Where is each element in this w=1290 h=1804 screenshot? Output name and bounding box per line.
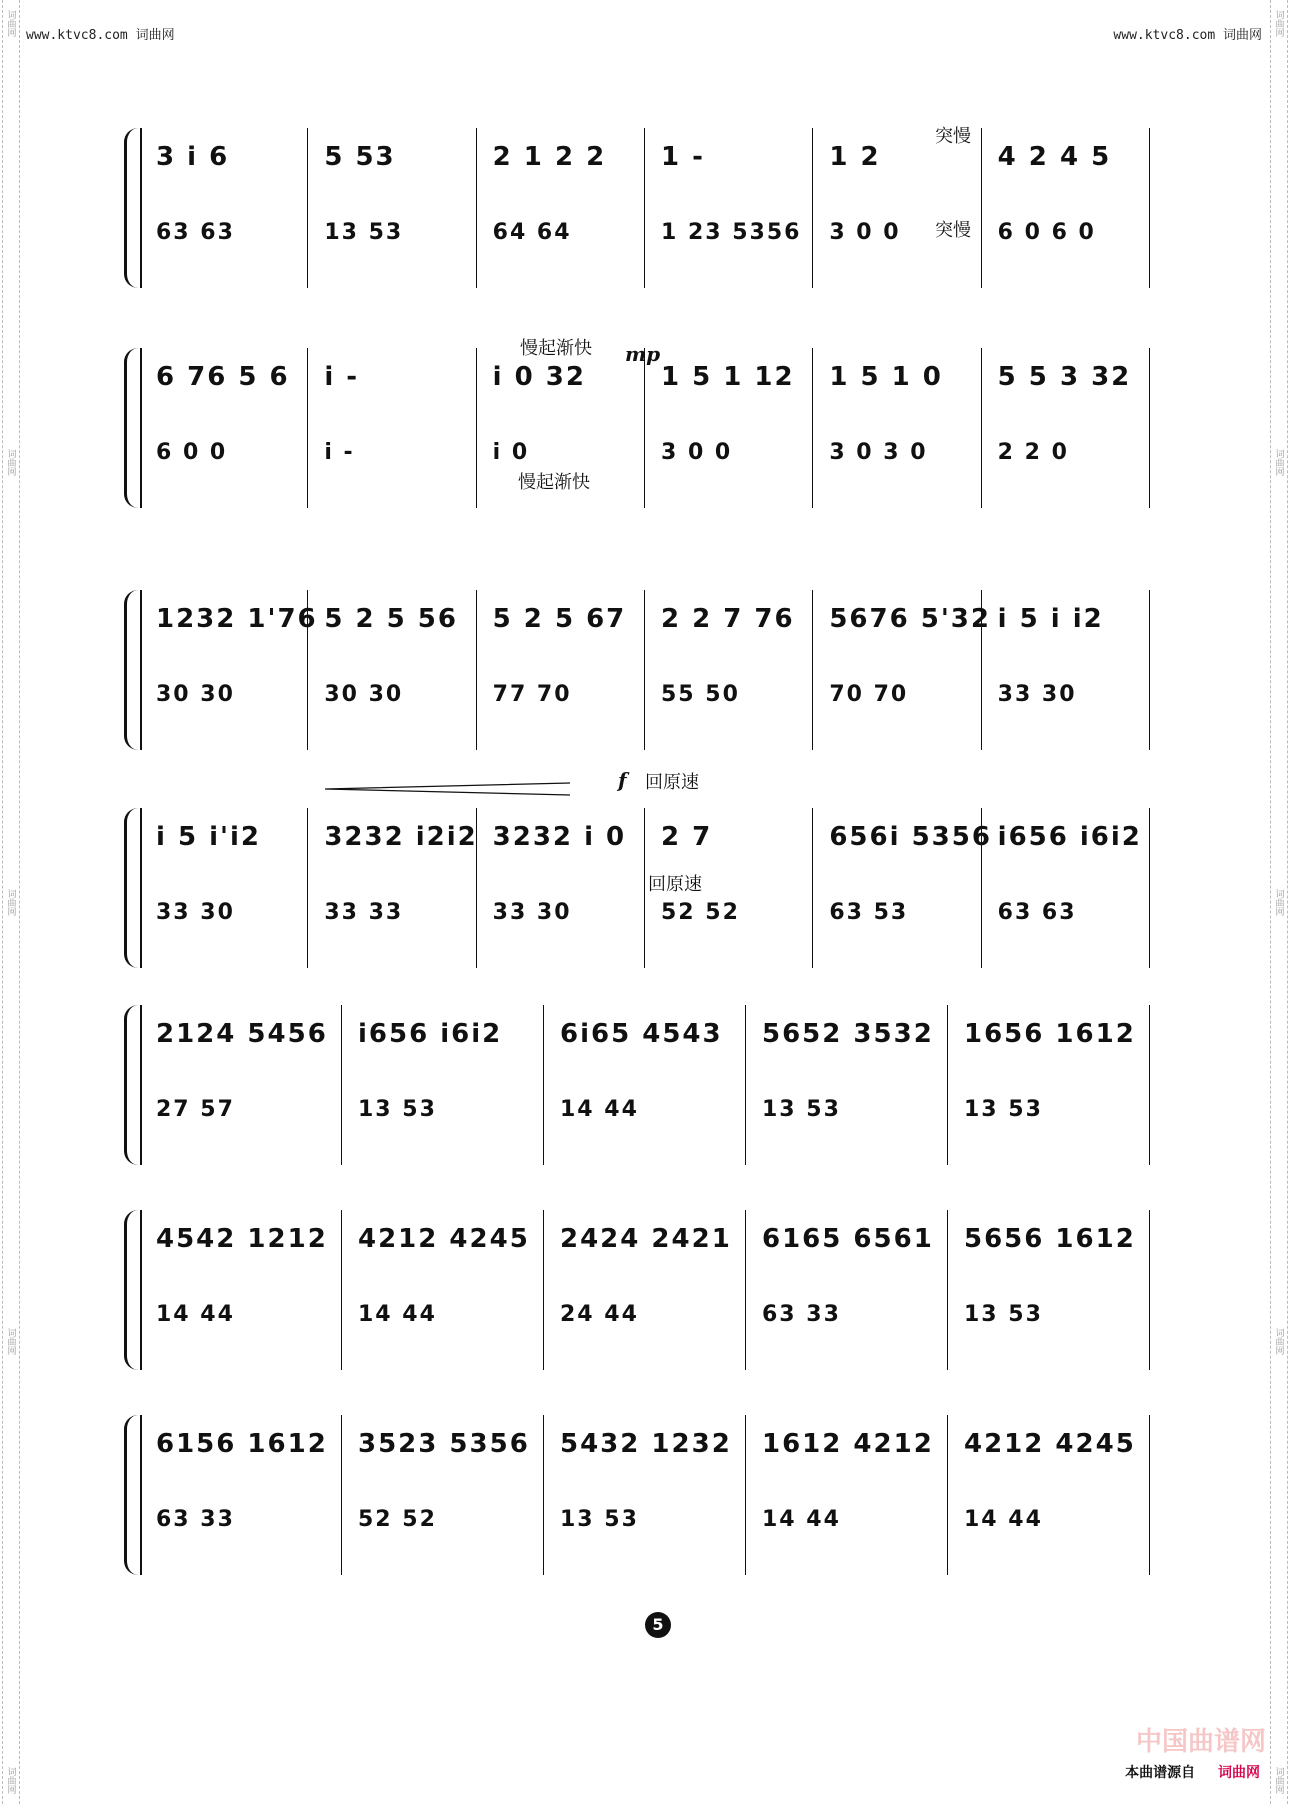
accompaniment-notes: 13 53 (762, 1097, 841, 1122)
measure (746, 1210, 948, 1370)
page-number: 5 (645, 1612, 671, 1638)
accompaniment-notes: 77 70 (492, 682, 572, 707)
system-brace (124, 1005, 141, 1165)
measure (645, 128, 813, 288)
measure (645, 590, 813, 750)
melody-notes: 1232 1'76 (156, 604, 318, 634)
measure (140, 1415, 342, 1575)
accompaniment-notes: 13 53 (964, 1097, 1043, 1122)
accompaniment-notes: 3 0 0 (829, 220, 901, 245)
accompaniment-notes: 63 53 (829, 900, 909, 925)
accompaniment-notes: 6 0 0 (156, 440, 228, 465)
accompaniment-notes: 64 64 (492, 220, 572, 245)
a-tempo-top: 回原速 (645, 772, 699, 793)
score-system (140, 590, 1150, 750)
measure (308, 348, 476, 508)
accompaniment-notes: 70 70 (829, 682, 909, 707)
accompaniment-notes: 63 33 (762, 1302, 841, 1327)
header-right-url[interactable]: www.ktvc8.com 词曲网 (1113, 28, 1262, 43)
melody-notes: 1656 1612 (964, 1019, 1136, 1049)
accompaniment-notes: 33 30 (492, 900, 572, 925)
score-system (140, 128, 1150, 288)
accompaniment-notes: 6 0 6 0 (997, 220, 1096, 245)
melody-notes: 3232 i 0 (492, 822, 627, 852)
melody-notes: 5 2 5 56 (324, 604, 458, 634)
footer-brand-link[interactable]: 词曲网 (1218, 1765, 1260, 1781)
melody-notes: 2 1 2 2 (492, 142, 607, 172)
measure (544, 1415, 746, 1575)
measure (342, 1005, 544, 1165)
score-system (140, 348, 1150, 508)
measure (982, 808, 1150, 968)
footer (1125, 1762, 1260, 1782)
score-system (140, 1415, 1150, 1575)
accompaniment-notes: 14 44 (358, 1302, 437, 1327)
system-brace (124, 808, 141, 968)
accompaniment-notes: i - (324, 440, 355, 465)
melody-notes: i656 i6i2 (997, 822, 1142, 852)
accompaniment-notes: 27 57 (156, 1097, 235, 1122)
dynamic-f: f (618, 768, 627, 792)
melody-notes: i656 i6i2 (358, 1019, 503, 1049)
melody-notes: 1 - (661, 142, 705, 172)
melody-notes: 5 53 (324, 142, 396, 172)
system-brace (124, 590, 141, 750)
measure (982, 128, 1150, 288)
barline (1149, 1005, 1150, 1165)
melody-notes: 5 2 5 67 (492, 604, 627, 634)
melody-notes: 2 2 7 76 (661, 604, 795, 634)
accompaniment-notes: 14 44 (762, 1507, 841, 1532)
measure (948, 1415, 1150, 1575)
accompaniment-notes: 52 52 (661, 900, 740, 925)
dynamic-mp: mp (625, 342, 661, 366)
sudden-slow-top: 突慢 (935, 126, 971, 147)
measure (342, 1210, 544, 1370)
accompaniment-notes: 14 44 (560, 1097, 639, 1122)
system-brace (124, 1415, 141, 1575)
melody-notes: 2 7 (661, 822, 713, 852)
barline (1149, 128, 1150, 288)
accompaniment-notes: 13 53 (358, 1097, 437, 1122)
measure (948, 1005, 1150, 1165)
melody-notes: 6i65 4543 (560, 1019, 723, 1049)
accompaniment-notes: 24 44 (560, 1302, 639, 1327)
system-brace (124, 128, 141, 288)
measure (342, 1415, 544, 1575)
barline (1149, 1415, 1150, 1575)
melody-notes: 2424 2421 (560, 1224, 732, 1254)
melody-notes: 1 5 1 12 (661, 362, 795, 392)
accompaniment-notes: 1 23 5356 (661, 220, 802, 245)
measure (308, 128, 476, 288)
measure (813, 128, 981, 288)
melody-notes: 1612 4212 (762, 1429, 934, 1459)
melody-notes: 4212 4245 (964, 1429, 1136, 1459)
measure (746, 1415, 948, 1575)
melody-notes: i 5 i'i2 (156, 822, 261, 852)
melody-notes: 5432 1232 (560, 1429, 732, 1459)
melody-notes: 6165 6561 (762, 1224, 934, 1254)
accompaniment-notes: 14 44 (964, 1507, 1043, 1532)
measure (140, 128, 308, 288)
score-system (140, 808, 1150, 968)
measure (982, 348, 1150, 508)
measure (140, 808, 308, 968)
accompaniment-notes: 52 52 (358, 1507, 437, 1532)
measure (544, 1210, 746, 1370)
measure (948, 1210, 1150, 1370)
accompaniment-notes: 2 2 0 (997, 440, 1069, 465)
measure (140, 1210, 342, 1370)
accompaniment-notes: 30 30 (156, 682, 235, 707)
system-brace (124, 1210, 141, 1370)
measure (140, 590, 318, 750)
slow-accel-top: 慢起渐快 (520, 338, 592, 359)
score-system (140, 1005, 1150, 1165)
melody-notes: 2124 5456 (156, 1019, 328, 1049)
accompaniment-notes: 3 0 3 0 (829, 440, 928, 465)
melody-notes: 5676 5'32 (829, 604, 991, 634)
left-margin-strip: 词曲网 词曲网 词曲网 词曲网 词曲网 (2, 0, 20, 1804)
melody-notes: 4212 4245 (358, 1224, 530, 1254)
measure (813, 590, 991, 750)
accompaniment-notes: 63 33 (156, 1507, 235, 1532)
accompaniment-notes: 13 53 (560, 1507, 639, 1532)
measure (746, 1005, 948, 1165)
crescendo-hairpin (325, 782, 570, 796)
melody-notes: 656i 5356 (829, 822, 992, 852)
watermark: 中国曲谱网 (1135, 1727, 1266, 1757)
melody-notes: i 5 i i2 (997, 604, 1104, 634)
melody-notes: 3 i 6 (156, 142, 230, 172)
barline (1149, 348, 1150, 508)
melody-notes: 5652 3532 (762, 1019, 934, 1049)
accompaniment-notes: 3 0 0 (661, 440, 733, 465)
measure (813, 348, 981, 508)
melody-notes: 4542 1212 (156, 1224, 328, 1254)
measure (544, 1005, 746, 1165)
accompaniment-notes: 13 53 (964, 1302, 1043, 1327)
measure (308, 808, 476, 968)
measure (477, 808, 645, 968)
barline (1149, 808, 1150, 968)
accompaniment-notes: 63 63 (156, 220, 235, 245)
measure (140, 348, 308, 508)
accompaniment-notes: 63 63 (997, 900, 1077, 925)
melody-notes: 6 76 5 6 (156, 362, 290, 392)
melody-notes: 4 2 4 5 (997, 142, 1112, 172)
melody-notes: i 0 32 (492, 362, 586, 392)
melody-notes: 5656 1612 (964, 1224, 1136, 1254)
sudden-slow-bottom: 突慢 (935, 220, 971, 241)
melody-notes: 3523 5356 (358, 1429, 530, 1459)
footer-source-label: 本曲谱源自 (1125, 1765, 1196, 1781)
measure (813, 808, 992, 968)
accompaniment-notes: 33 33 (324, 900, 404, 925)
melody-notes: 6156 1612 (156, 1429, 328, 1459)
measure (982, 590, 1150, 750)
header-left-url[interactable]: www.ktvc8.com 词曲网 (26, 28, 175, 43)
accompaniment-notes: 30 30 (324, 682, 404, 707)
accompaniment-notes: 33 30 (997, 682, 1077, 707)
right-margin-strip: 词曲网 词曲网 词曲网 词曲网 词曲网 (1270, 0, 1288, 1804)
accompaniment-notes: i 0 (492, 440, 530, 465)
melody-notes: 3232 i2i2 (324, 822, 478, 852)
accompaniment-notes: 55 50 (661, 682, 740, 707)
slow-accel-bottom: 慢起渐快 (518, 472, 590, 493)
barline (1149, 590, 1150, 750)
measure (477, 590, 645, 750)
measure (308, 590, 476, 750)
accompaniment-notes: 33 30 (156, 900, 235, 925)
melody-notes: i - (324, 362, 360, 392)
measure (477, 128, 645, 288)
measure (645, 348, 813, 508)
melody-notes: 5 5 3 32 (997, 362, 1132, 392)
score-system (140, 1210, 1150, 1370)
accompaniment-notes: 14 44 (156, 1302, 235, 1327)
system-brace (124, 348, 141, 508)
accompaniment-notes: 13 53 (324, 220, 404, 245)
melody-notes: 1 2 (829, 142, 881, 172)
a-tempo-bottom: 回原速 (648, 874, 702, 895)
melody-notes: 1 5 1 0 (829, 362, 943, 392)
barline (1149, 1210, 1150, 1370)
measure (140, 1005, 342, 1165)
